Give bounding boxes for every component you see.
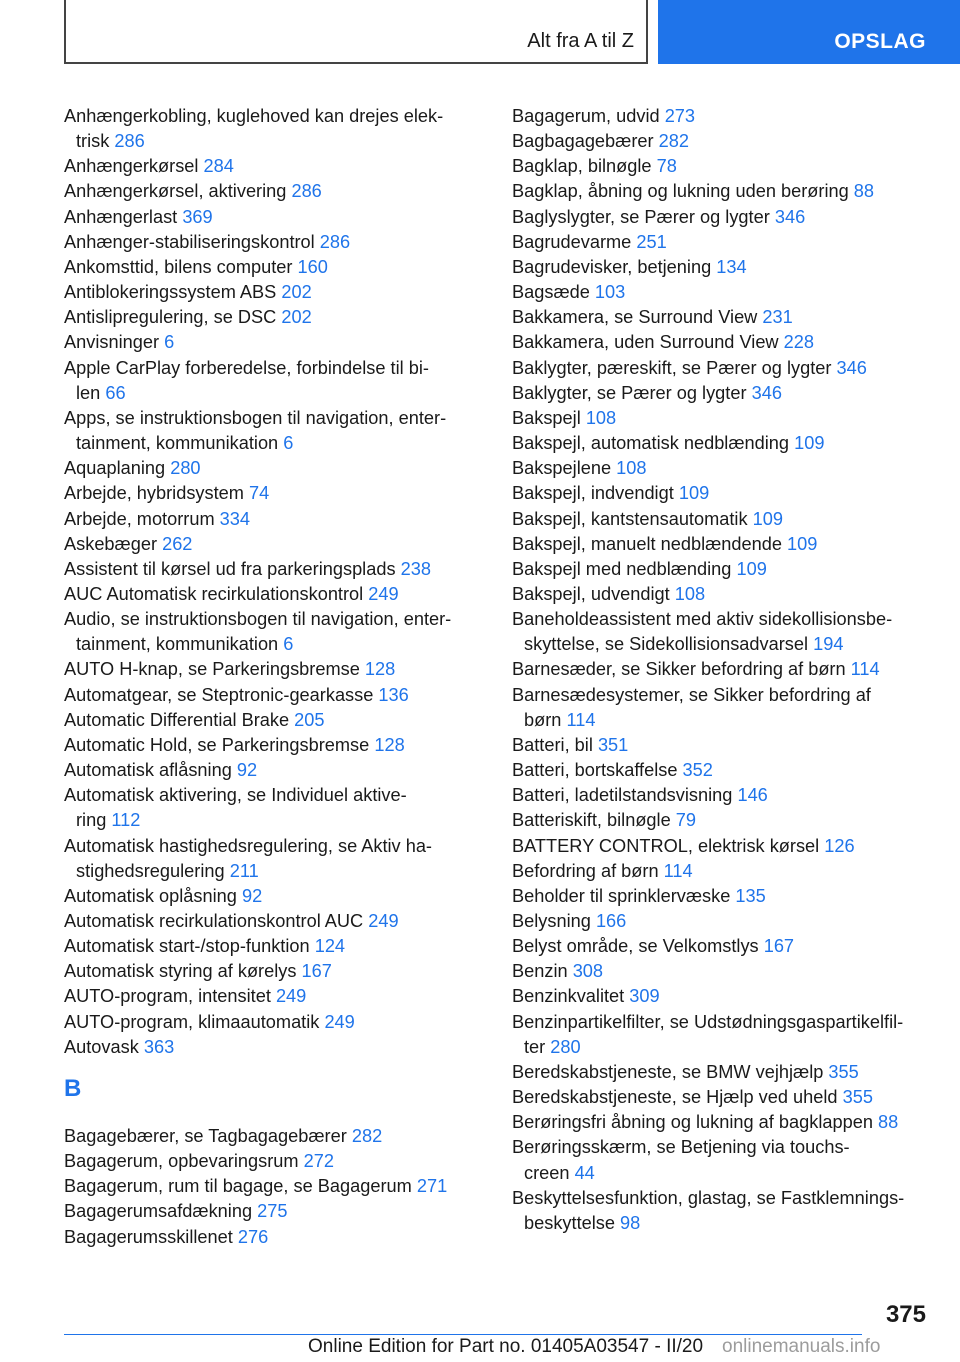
index-column-left <box>64 104 484 1250</box>
index-entry-text: Bagklap, åbning og lukning uden berøring <box>512 181 849 202</box>
index-entry <box>512 456 932 481</box>
index-entry-text: Batteri, bortskaffelse <box>512 760 678 781</box>
index-entry-text: Barnesæder, se Sikker befordring af børn <box>512 659 846 680</box>
index-entry <box>64 607 484 657</box>
index-entry <box>64 1124 484 1149</box>
page-link[interactable]: 92 <box>241 885 263 906</box>
index-entry <box>64 507 484 532</box>
index-entry-text: Apple CarPlay forberedelse, forbindelse til bi- <box>64 357 429 378</box>
index-entry-text: stighedsregulering <box>76 860 225 881</box>
index-entry <box>512 1110 932 1135</box>
index-entry-text: tainment, kommunikation <box>76 433 279 454</box>
index-entry-text: Anvisninger <box>64 332 160 353</box>
index-entry-text: Bakspejlene <box>512 458 612 479</box>
index-entry-text: Berøringsfri åbning og lukning af bagklappen <box>512 1112 873 1133</box>
page-link[interactable]: 273 <box>664 106 696 126</box>
page-link[interactable]: 88 <box>853 181 875 202</box>
index-entry <box>512 934 932 959</box>
index-entry <box>512 834 932 859</box>
index-entry <box>512 683 932 733</box>
index-entry-text: Bagagerumsskillenet <box>64 1226 233 1247</box>
index-entry-text: Bakspejl, manuelt nedblændende <box>512 533 782 554</box>
index-entry-text: Anhænger-stabiliseringskontrol <box>64 231 315 252</box>
index-entry <box>512 205 932 230</box>
page-link[interactable]: 112 <box>111 810 141 831</box>
index-entry-text: AUTO-program, klimaautomatik <box>64 1011 320 1032</box>
index-entry-text: Benzinpartikelfilter, se Udstødningsgaspartikelfil- <box>512 1011 904 1032</box>
page-link[interactable]: 363 <box>143 1036 175 1057</box>
page-link[interactable]: 126 <box>824 835 855 856</box>
index-entry <box>64 884 484 909</box>
index-entry <box>512 532 932 557</box>
page-link[interactable]: 355 <box>842 1087 873 1108</box>
page-link[interactable]: 249 <box>324 1011 355 1032</box>
index-entry <box>64 582 484 607</box>
page-link[interactable]: 282 <box>658 131 689 152</box>
index-entry-text: Antiblokeringssystem ABS <box>64 282 277 303</box>
header-title: Alt fra A til Z <box>527 30 634 52</box>
index-entry <box>512 431 932 456</box>
page-link[interactable]: 108 <box>674 583 706 604</box>
index-entry-text: Bagagerumsafdækning <box>64 1201 253 1222</box>
index-group-b-continued <box>512 104 932 1236</box>
index-entry <box>64 783 484 833</box>
page-link[interactable]: 109 <box>787 533 818 554</box>
index-entry-text: Beredskabstjeneste, se Hjælp ved uheld <box>512 1087 838 1108</box>
index-entry-text: Batteri, bil <box>512 734 593 755</box>
index-entry <box>512 758 932 783</box>
index-entry-text: Antislipregulering, se DSC <box>64 307 277 328</box>
page-link[interactable]: 103 <box>594 282 626 303</box>
index-entry-text: Befordring af børn <box>512 860 659 881</box>
index-entry-text: Automatisk styring af kørelys <box>64 961 297 982</box>
page-link[interactable]: 276 <box>237 1226 269 1247</box>
page-link[interactable]: 114 <box>850 659 880 680</box>
index-entry <box>512 356 932 381</box>
index-entry <box>512 481 932 506</box>
index-entry <box>64 683 484 708</box>
index-entry-text: Bakspejl, indvendigt <box>512 483 674 504</box>
page-link[interactable]: 78 <box>656 156 677 177</box>
page-link[interactable]: 146 <box>737 785 768 806</box>
page-link[interactable]: 109 <box>678 483 710 504</box>
index-entry-text: Bakspejl, udvendigt <box>512 583 670 604</box>
footer-divider <box>64 1334 862 1335</box>
tab-opslag-label: OPSLAG <box>834 30 926 53</box>
index-entry <box>64 205 484 230</box>
index-entry <box>512 507 932 532</box>
index-entry-text: Anhængerkørsel <box>64 156 199 177</box>
index-entry <box>64 1035 484 1060</box>
index-entry-text: Baklygter, se Pærer og lygter <box>512 382 747 403</box>
index-entry <box>64 657 484 682</box>
index-entry <box>512 179 932 204</box>
index-entry-text: Batteri, ladetilstandsvisning <box>512 785 733 806</box>
index-entry <box>512 129 932 154</box>
index-entry-text: Anhængerkørsel, aktivering <box>64 181 287 202</box>
index-group-b <box>64 1124 484 1250</box>
index-entry <box>64 532 484 557</box>
index-entry <box>512 582 932 607</box>
index-entry-text: Automatisk hastighedsregulering, se Aktiv ha- <box>64 835 432 856</box>
page-link[interactable]: 309 <box>629 986 660 1007</box>
index-entry-text: Batteriskift, bilnøgle <box>512 810 671 831</box>
index-entry-text: Bagagebærer, se Tagbagagebærer <box>64 1125 347 1146</box>
page-link[interactable]: 286 <box>114 131 145 152</box>
page-link[interactable]: 202 <box>281 282 312 303</box>
index-entry <box>512 1186 932 1236</box>
index-group-a <box>64 104 484 1060</box>
footer-watermark: onlinemanuals.info <box>722 1336 881 1357</box>
index-entry <box>64 255 484 280</box>
index-entry <box>512 280 932 305</box>
page-link[interactable]: 6 <box>283 634 294 655</box>
page-link[interactable]: 231 <box>762 307 793 328</box>
page-number: 375 <box>885 1301 926 1328</box>
page-link[interactable]: 228 <box>783 332 814 353</box>
index-entry-text: Automatisk start-/stop-funktion <box>64 936 310 957</box>
page-link[interactable]: 167 <box>301 961 332 982</box>
page-link[interactable]: 286 <box>319 231 351 252</box>
index-entry <box>512 733 932 758</box>
page-link[interactable]: 346 <box>836 357 867 378</box>
index-entry-text: Bagsæde <box>512 282 590 303</box>
page-link[interactable]: 166 <box>595 911 627 931</box>
page-link[interactable]: 160 <box>297 256 328 277</box>
index-entry <box>64 330 484 355</box>
page-link[interactable]: 135 <box>735 885 766 906</box>
index-entry-text: Bagagerum, opbevaringsrum <box>64 1151 299 1172</box>
index-entry <box>512 330 932 355</box>
index-entry <box>512 1135 932 1185</box>
index-entry <box>64 1174 484 1199</box>
tab-opslag[interactable] <box>658 0 960 64</box>
index-entry <box>512 557 932 582</box>
index-entry-text: Anhængerlast <box>64 206 178 227</box>
index-entry-text: Baklygter, pæreskift, se Pærer og lygter <box>512 357 832 378</box>
page-link[interactable]: 251 <box>636 231 667 252</box>
index-entry-text: trisk <box>76 131 110 152</box>
index-entry <box>512 406 932 431</box>
page-link[interactable]: 109 <box>736 558 767 579</box>
index-entry-text: Bagrudevisker, betjening <box>512 256 712 277</box>
index-entry-text: Belysning <box>512 911 591 931</box>
index-entry <box>64 733 484 758</box>
index-entry-text: Automatgear, se Steptronic-gearkasse <box>64 684 374 705</box>
index-entry <box>64 1149 484 1174</box>
index-entry <box>64 708 484 733</box>
page-link[interactable]: 286 <box>291 181 322 202</box>
index-entry-text: AUC Automatisk recirkulationskontrol <box>64 583 364 604</box>
index-entry <box>64 481 484 506</box>
page-link[interactable]: 136 <box>378 684 409 705</box>
index-entry-text: ring <box>76 810 107 831</box>
index-entry <box>64 959 484 984</box>
page-link[interactable]: 351 <box>597 734 629 755</box>
index-entry-text: Arbejde, hybridsystem <box>64 483 244 504</box>
index-entry <box>64 280 484 305</box>
page-link[interactable]: 128 <box>364 659 396 680</box>
index-entry-text: Baglyslygter, se Pærer og lygter <box>512 206 770 227</box>
page-link[interactable]: 98 <box>620 1212 641 1233</box>
page-link[interactable]: 194 <box>813 634 844 655</box>
page-link[interactable]: 272 <box>303 1151 334 1172</box>
index-entry-text: tainment, kommunikation <box>76 634 279 655</box>
index-entry-text: Automatic Differential Brake <box>64 709 290 730</box>
index-entry-text: BATTERY CONTROL, elektrisk kørsel <box>512 835 820 856</box>
index-entry <box>64 984 484 1009</box>
index-entry-text: Apps, se instruktionsbogen til navigation, enter- <box>64 407 447 428</box>
index-entry-text: Bakspejl, kantstensautomatik <box>512 508 748 529</box>
index-entry <box>64 1010 484 1035</box>
index-entry-text: Automatisk oplåsning <box>64 885 237 906</box>
page-link[interactable]: 369 <box>182 206 213 227</box>
page-link[interactable]: 92 <box>236 760 258 781</box>
index-entry-text: Bagklap, bilnøgle <box>512 156 652 177</box>
page-link[interactable]: 249 <box>368 583 399 604</box>
index-entry <box>512 984 932 1009</box>
page-link[interactable]: 114 <box>566 709 596 730</box>
index-entry <box>64 179 484 204</box>
page-link[interactable]: 308 <box>572 961 604 982</box>
index-column-right <box>512 104 932 1236</box>
index-entry <box>512 230 932 255</box>
page-link[interactable]: 108 <box>616 458 647 479</box>
page-link[interactable]: 74 <box>249 483 270 504</box>
index-entry-text: Beholder til sprinklervæske <box>512 885 731 906</box>
page-link[interactable]: 271 <box>416 1176 448 1197</box>
page-link[interactable]: 202 <box>281 307 312 328</box>
index-entry-text: Audio, se instruktionsbogen til navigation, enter- <box>64 609 452 630</box>
index-entry <box>512 808 932 833</box>
index-entry-text: Automatisk recirkulationskontrol AUC <box>64 911 364 931</box>
index-entry-text: Bagagerum, rum til bagage, se Bagagerum <box>64 1176 412 1197</box>
index-entry-text: børn <box>524 709 562 730</box>
page-link[interactable]: 109 <box>752 508 783 529</box>
index-entry-text: Askebæger <box>64 533 158 554</box>
index-entry-text: skyttelse, se Sidekollisionsadvarsel <box>524 634 809 655</box>
index-entry <box>512 859 932 884</box>
page-link[interactable]: 238 <box>400 558 431 579</box>
index-entry-text: Aquaplaning <box>64 458 166 479</box>
index-entry-text: Bakkamera, uden Surround View <box>512 332 779 353</box>
index-entry-text: Beredskabstjeneste, se BMW vejhjælp <box>512 1061 824 1082</box>
page-link[interactable]: 128 <box>374 734 405 755</box>
page-link[interactable]: 280 <box>550 1036 581 1057</box>
index-entry-text: Automatisk aflåsning <box>64 760 232 781</box>
page-link[interactable]: 124 <box>314 936 346 957</box>
index-entry <box>64 758 484 783</box>
index-entry <box>64 456 484 481</box>
index-entry <box>512 884 932 909</box>
index-entry <box>64 305 484 330</box>
index-entry-text: creen <box>524 1162 570 1183</box>
page-link[interactable]: 334 <box>219 508 251 529</box>
index-entry <box>64 356 484 406</box>
index-entry-text: Beskyttelsesfunktion, glastag, se Fastklemnings- <box>512 1187 905 1208</box>
index-entry <box>512 104 932 129</box>
index-entry-text: Bakspejl med nedblænding <box>512 558 732 579</box>
index-entry <box>512 154 932 179</box>
page-link[interactable]: 249 <box>275 986 307 1007</box>
section-letter-b: B <box>64 1074 82 1102</box>
index-entry-text: Bagagerum, udvid <box>512 106 660 126</box>
index-entry-text: Autovask <box>64 1036 139 1057</box>
index-entry-text: AUTO-program, intensitet <box>64 986 271 1007</box>
page-link[interactable]: 66 <box>105 382 126 403</box>
index-entry <box>64 834 484 884</box>
index-entry <box>512 657 932 682</box>
index-entry <box>512 1010 932 1060</box>
index-entry-text: Automatisk aktivering, se Individuel aktive- <box>64 785 407 806</box>
header-title-box <box>64 0 648 64</box>
page-link[interactable]: 346 <box>774 206 806 227</box>
index-entry-text: Anhængerkobling, kuglehoved kan drejes elek- <box>64 106 444 126</box>
index-entry <box>64 406 484 456</box>
page-link[interactable]: 211 <box>229 860 259 881</box>
index-entry-text: Barnesædesystemer, se Sikker befordring af <box>512 684 871 705</box>
index-entry <box>64 1199 484 1224</box>
index-entry <box>64 909 484 934</box>
index-entry <box>512 305 932 330</box>
page-link[interactable]: 79 <box>675 810 696 831</box>
page-link[interactable]: 280 <box>170 458 201 479</box>
index-entry <box>512 381 932 406</box>
page-link[interactable]: 275 <box>257 1201 288 1222</box>
index-entry <box>512 783 932 808</box>
index-entry-text: ter <box>524 1036 546 1057</box>
index-entry-text: Ankomsttid, bilens computer <box>64 256 293 277</box>
page-link[interactable]: 108 <box>585 407 617 428</box>
page-link[interactable]: 352 <box>682 760 713 781</box>
index-entry-text: Bagbagagebærer <box>512 131 654 152</box>
index-entry <box>512 255 932 280</box>
index-entry <box>512 909 932 934</box>
index-entry <box>512 607 932 657</box>
index-entry-text: Benzinkvalitet <box>512 986 625 1007</box>
page-link[interactable]: 346 <box>751 382 782 403</box>
page-link[interactable]: 44 <box>574 1162 595 1183</box>
page-link[interactable]: 205 <box>294 709 325 730</box>
index-entry-text: Bagrudevarme <box>512 231 632 252</box>
index-entry-text: Assistent til kørsel ud fra parkeringsplads <box>64 558 396 579</box>
index-entry <box>512 1085 932 1110</box>
index-entry <box>64 1225 484 1250</box>
index-entry-text: Arbejde, motorrum <box>64 508 215 529</box>
page-link[interactable]: 284 <box>203 156 234 177</box>
page-link[interactable]: 167 <box>763 936 795 957</box>
index-entry-text: Bakspejl <box>512 407 581 428</box>
index-entry-text: beskyttelse <box>524 1212 615 1233</box>
page-link[interactable]: 109 <box>794 433 825 454</box>
index-entry-text: Bakkamera, se Surround View <box>512 307 758 328</box>
page-link[interactable]: 6 <box>283 433 294 454</box>
index-entry <box>64 557 484 582</box>
index-entry <box>64 154 484 179</box>
index-entry-text: len <box>76 382 101 403</box>
page-link[interactable]: 88 <box>878 1112 899 1133</box>
index-entry-text: Bakspejl, automatisk nedblænding <box>512 433 790 454</box>
page-link[interactable]: 249 <box>368 911 399 931</box>
index-entry-text: Baneholdeassistent med aktiv sidekollisionsbe- <box>512 609 893 630</box>
page-link[interactable]: 282 <box>351 1125 383 1146</box>
index-entry-text: AUTO H-knap, se Parkeringsbremse <box>64 659 360 680</box>
index-entry <box>64 934 484 959</box>
page-link[interactable]: 262 <box>162 533 193 554</box>
index-entry-text: Belyst område, se Velkomstlys <box>512 936 759 957</box>
page-link[interactable]: 6 <box>164 332 175 353</box>
index-entry-text: Berøringsskærm, se Betjening via touchs- <box>512 1137 850 1158</box>
index-entry-text: Benzin <box>512 961 568 982</box>
page-link[interactable]: 355 <box>828 1061 859 1082</box>
index-entry <box>512 1060 932 1085</box>
page-link[interactable]: 114 <box>663 860 693 881</box>
index-entry <box>64 230 484 255</box>
page-link[interactable]: 134 <box>716 256 747 277</box>
index-entry <box>64 104 484 154</box>
index-entry-text: Automatic Hold, se Parkeringsbremse <box>64 734 370 755</box>
footer-edition-text: Online Edition for Part no. 01405A03547 - II/20 <box>308 1336 704 1357</box>
index-entry <box>512 959 932 984</box>
